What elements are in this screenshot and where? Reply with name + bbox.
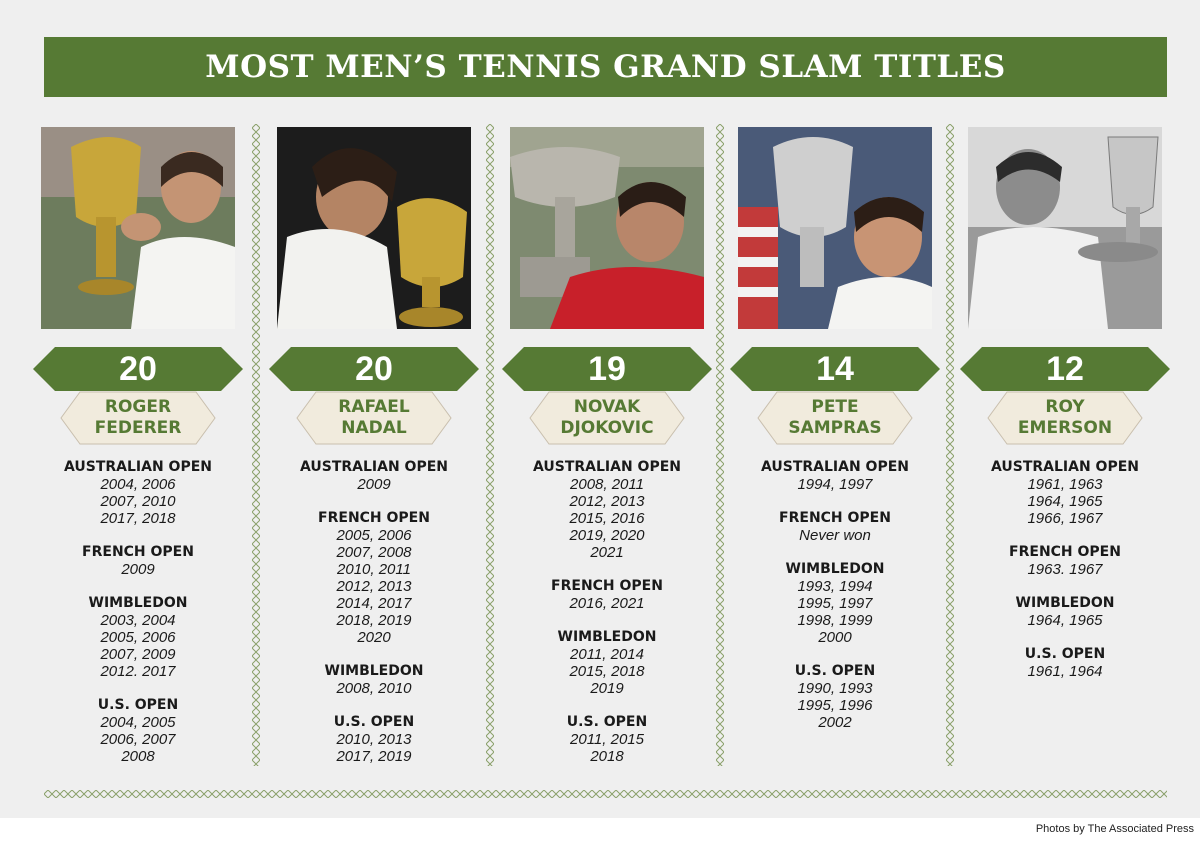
nadal-trophy-photo xyxy=(277,127,471,329)
slam-australian-open: AUSTRALIAN OPEN 1994, 1997 xyxy=(760,459,910,493)
bottom-divider xyxy=(44,790,1167,798)
slam-australian-open: AUSTRALIAN OPEN 1961, 1963 1964, 1965 1966, 1967 xyxy=(990,459,1140,527)
title-banner xyxy=(44,37,1167,97)
slam-french-open: FRENCH OPEN 1963. 1967 xyxy=(1009,544,1121,578)
slam-french-open: FRENCH OPEN 2009 xyxy=(82,544,194,578)
player-photo xyxy=(510,127,704,329)
player-photo xyxy=(277,127,471,329)
slam-list xyxy=(277,459,471,765)
slam-french-open: FRENCH OPEN Never won xyxy=(779,510,891,544)
slam-wimbledon: WIMBLEDON 2011, 2014 2015, 2018 2019 xyxy=(557,629,657,697)
title-count-banner xyxy=(33,347,243,391)
slam-us-open: U.S. OPEN 1961, 1964 xyxy=(1024,646,1106,680)
player-name-tag xyxy=(529,391,685,445)
title-count-banner xyxy=(730,347,940,391)
slam-us-open: U.S. OPEN 1990, 1993 1995, 1996 2002 xyxy=(794,663,876,731)
title-count: 20 xyxy=(119,349,157,388)
slam-australian-open: AUSTRALIAN OPEN 2004, 2006 2007, 2010 2017, 2018 xyxy=(63,459,213,527)
slam-us-open: U.S. OPEN 2004, 2005 2006, 2007 2008 xyxy=(97,697,179,765)
player-name-tag xyxy=(757,391,913,445)
federer-trophy-photo xyxy=(41,127,235,329)
slam-wimbledon: WIMBLEDON 1993, 1994 1995, 1997 1998, 1999 2000 xyxy=(785,561,885,646)
emerson-trophy-photo xyxy=(968,127,1162,329)
djokovic-trophy-photo xyxy=(510,127,704,329)
player-first-name: RAFAEL xyxy=(338,397,410,417)
player-name-tag xyxy=(987,391,1143,445)
slam-french-open: FRENCH OPEN 2005, 2006 2007, 2008 2010, 2011 2012, 2013 2014, 2017 2018, 2019 2020 xyxy=(318,510,430,646)
slam-australian-open: AUSTRALIAN OPEN 2009 xyxy=(299,459,449,493)
slam-french-open: FRENCH OPEN 2016, 2021 xyxy=(551,578,663,612)
player-name-tag xyxy=(296,391,452,445)
player-photo xyxy=(738,127,932,329)
player-first-name: ROY xyxy=(1045,397,1085,417)
column-divider xyxy=(252,124,260,766)
player-first-name: ROGER xyxy=(104,397,172,417)
slam-list xyxy=(41,459,235,765)
player-last-name: NADAL xyxy=(341,418,407,438)
player-photo xyxy=(41,127,235,329)
player-last-name: EMERSON xyxy=(1017,418,1113,438)
sampras-trophy-photo xyxy=(738,127,932,329)
column-divider xyxy=(946,124,954,766)
player-name-tag xyxy=(60,391,216,445)
player-last-name: SAMPRAS xyxy=(788,418,882,438)
column-divider xyxy=(716,124,724,766)
title-count: 20 xyxy=(355,349,393,388)
player-last-name: FEDERER xyxy=(94,418,182,438)
slam-us-open: U.S. OPEN 2010, 2013 2017, 2019 xyxy=(333,714,415,765)
slam-us-open: U.S. OPEN 2011, 2015 2018 xyxy=(566,714,648,765)
player-column-djokovic xyxy=(510,127,704,782)
player-first-name: NOVAK xyxy=(573,397,641,417)
slam-australian-open: AUSTRALIAN OPEN 2008, 2011 2012, 2013 2015, 2016 2019, 2020 2021 xyxy=(532,459,682,561)
slam-list xyxy=(510,459,704,765)
player-column-emerson xyxy=(968,127,1162,697)
slam-wimbledon: WIMBLEDON 2008, 2010 xyxy=(324,663,424,697)
slam-list xyxy=(738,459,932,731)
slam-wimbledon: WIMBLEDON 2003, 2004 2005, 2006 2007, 2009 2012. 2017 xyxy=(88,595,188,680)
page-title: MOST MEN’S TENNIS GRAND SLAM TITLES xyxy=(205,49,1006,85)
column-divider xyxy=(486,124,494,766)
title-count-banner xyxy=(269,347,479,391)
photo-credit: Photos by The Associated Press xyxy=(1035,823,1194,835)
title-count-banner xyxy=(502,347,712,391)
player-first-name: PETE xyxy=(811,397,859,417)
slam-list xyxy=(968,459,1162,680)
title-count: 19 xyxy=(588,349,626,388)
title-count: 14 xyxy=(816,349,854,388)
player-last-name: DJOKOVIC xyxy=(560,418,654,438)
title-count: 12 xyxy=(1046,349,1084,388)
player-photo xyxy=(968,127,1162,329)
title-count-banner xyxy=(960,347,1170,391)
slam-wimbledon: WIMBLEDON 1964, 1965 xyxy=(1015,595,1115,629)
player-column-nadal xyxy=(277,127,471,782)
player-column-sampras xyxy=(738,127,932,748)
player-column-federer xyxy=(41,127,235,782)
